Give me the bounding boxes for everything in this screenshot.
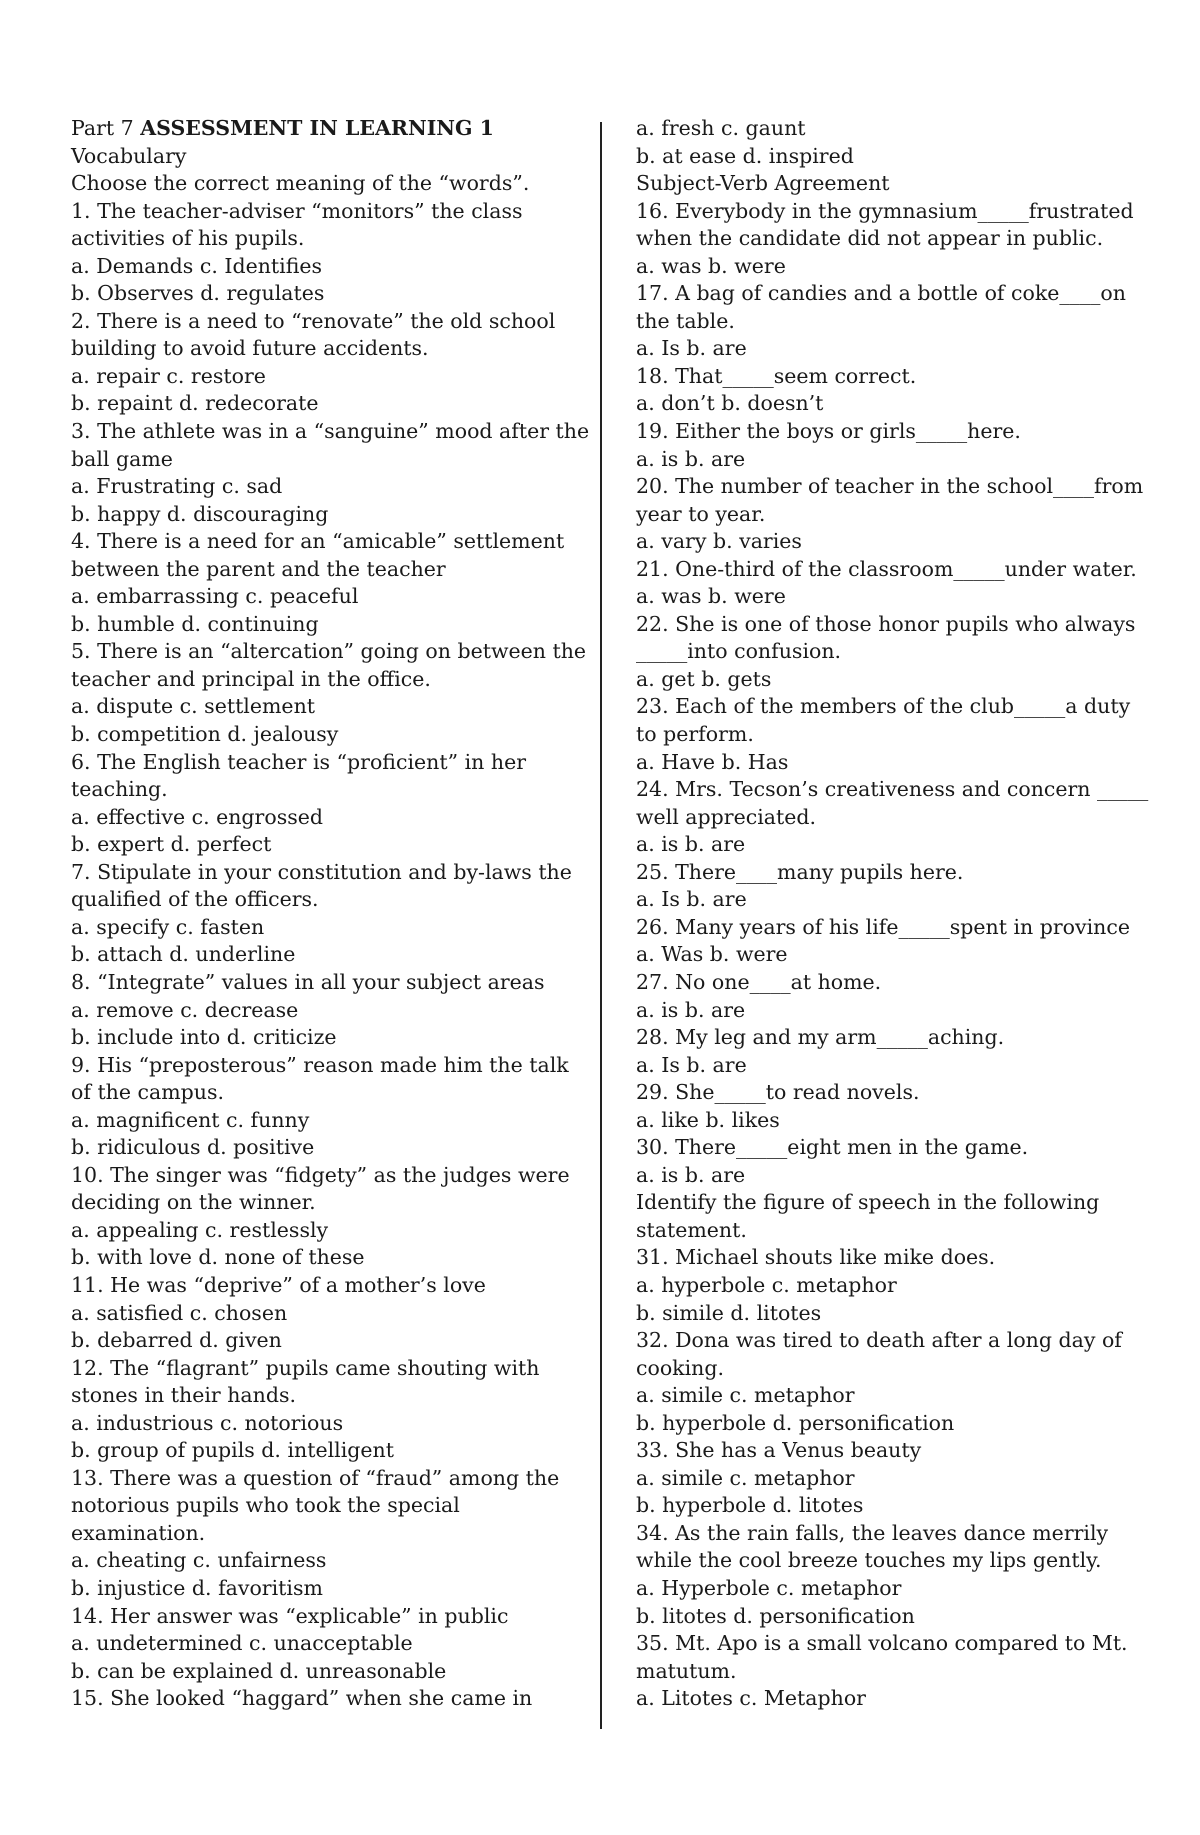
text-line: 16. Everybody in the gymnasium_____frustrated — [636, 198, 1134, 223]
text-line: 3. The athlete was in a “sanguine” mood after the — [71, 419, 590, 444]
text-line: a. Litotes c. Metaphor — [636, 1686, 866, 1711]
text-line: 28. My leg and my arm_____aching. — [636, 1025, 1005, 1050]
text-line: b. litotes d. personification — [636, 1603, 915, 1628]
text-line: a. effective c. engrossed — [71, 804, 323, 829]
text-line: a. satisfied c. chosen — [71, 1300, 288, 1325]
text-line: a. Is b. are — [636, 887, 747, 912]
text-line: a. dispute c. settlement — [71, 694, 316, 719]
text-line: deciding on the winner. — [71, 1190, 316, 1215]
text-line: 2. There is a need to “renovate” the old school — [71, 308, 556, 333]
text-line: a. get b. gets — [636, 666, 772, 691]
text-line: 26. Many years of his life_____spent in province — [636, 914, 1130, 939]
text-line: a. Demands c. Identifies — [71, 253, 323, 278]
text-line: of the campus. — [71, 1080, 225, 1105]
text-line: Vocabulary — [71, 143, 187, 168]
text-line: a. undetermined c. unacceptable — [71, 1631, 413, 1656]
text-line: a. simile c. metaphor — [636, 1465, 855, 1490]
text-line: a. embarrassing c. peaceful — [71, 584, 359, 609]
text-line: 25. There____many pupils here. — [636, 859, 964, 884]
text-line: a. is b. are — [636, 446, 746, 471]
text-line: b. hyperbole d. litotes — [636, 1493, 864, 1518]
text-line: b. at ease d. inspired — [636, 143, 854, 168]
text-line: b. debarred d. given — [71, 1328, 282, 1353]
text-line: year to year. — [636, 501, 766, 526]
page-title: ASSESSMENT IN LEARNING 1 — [140, 116, 494, 140]
text-line: a. hyperbole c. metaphor — [636, 1272, 897, 1297]
text-line: between the parent and the teacher — [71, 556, 446, 581]
text-line: 12. The “flagrant” pupils came shouting with — [71, 1355, 540, 1380]
text-line: b. Observes d. regulates — [71, 281, 325, 306]
text-line: stones in their hands. — [71, 1383, 296, 1408]
text-line: examination. — [71, 1520, 206, 1545]
text-line: Identify the figure of speech in the following — [636, 1190, 1100, 1215]
text-line: b. can be explained d. unreasonable — [71, 1658, 447, 1683]
text-line: b. with love d. none of these — [71, 1245, 365, 1270]
text-line: a. cheating c. unfairness — [71, 1548, 327, 1573]
text-line: 33. She has a Venus beauty — [636, 1438, 922, 1463]
text-line: a. remove c. decrease — [71, 997, 299, 1022]
text-line: 31. Michael shouts like mike does. — [636, 1245, 996, 1270]
text-line: 20. The number of teacher in the school____from — [636, 474, 1144, 499]
right-column — [636, 115, 1149, 1713]
text-line: 21. One-third of the classroom_____under water. — [636, 556, 1137, 581]
text-line: a. simile c. metaphor — [636, 1383, 855, 1408]
text-line: a. is b. are — [636, 832, 746, 857]
text-line: 17. A bag of candies and a bottle of coke____on — [636, 281, 1126, 306]
text-line: 10. The singer was “fidgety” as the judges were — [71, 1162, 570, 1187]
text-line: 7. Stipulate in your constitution and by-laws the — [71, 859, 572, 884]
text-line: while the cool breeze touches my lips gently. — [636, 1548, 1102, 1573]
text-line: activities of his pupils. — [71, 226, 305, 251]
text-line: 14. Her answer was “explicable” in public — [71, 1603, 509, 1628]
text-line: a. Is b. are — [636, 1052, 747, 1077]
text-line: 27. No one____at home. — [636, 969, 882, 994]
text-line: teacher and principal in the office. — [71, 666, 431, 691]
text-line: ball game — [71, 446, 173, 471]
text-line: 32. Dona was tired to death after a long day of — [636, 1328, 1122, 1353]
text-line: building to avoid future accidents. — [71, 336, 429, 361]
text-line: 30. There_____eight men in the game. — [636, 1135, 1029, 1160]
text-line: Choose the correct meaning of the “words”. — [71, 171, 530, 196]
text-line: 23. Each of the members of the club_____a duty — [636, 694, 1131, 719]
text-line: b. group of pupils d. intelligent — [71, 1438, 394, 1463]
text-line: _____into confusion. — [636, 639, 842, 664]
text-line: 4. There is a need for an “amicable” settlement — [71, 529, 565, 554]
text-line: a. Have b. Has — [636, 749, 789, 774]
text-line: cooking. — [636, 1355, 724, 1380]
text-line: a. was b. were — [636, 253, 786, 278]
text-line: b. competition d. jealousy — [71, 722, 339, 747]
text-line: a. Hyperbole c. metaphor — [636, 1575, 902, 1600]
text-line: a. Was b. were — [636, 942, 788, 967]
column-divider — [600, 122, 602, 1729]
text-line: a. appealing c. restlessly — [71, 1217, 329, 1242]
text-line: notorious pupils who took the special — [71, 1493, 460, 1518]
text-line: 18. That_____seem correct. — [636, 363, 917, 388]
text-line: the table. — [636, 308, 735, 333]
text-line: qualified of the officers. — [71, 887, 319, 912]
left-column — [71, 115, 590, 1713]
text-line: to perform. — [636, 722, 754, 747]
text-line: a. magnificent c. funny — [71, 1107, 310, 1132]
text-line: a. Is b. are — [636, 336, 747, 361]
text-line: a. don’t b. doesn’t — [636, 391, 824, 416]
text-line: 6. The English teacher is “proficient” in her — [71, 749, 526, 774]
text-line: b. ridiculous d. positive — [71, 1135, 315, 1160]
text-line: a. was b. were — [636, 584, 786, 609]
text-line: a. Frustrating c. sad — [71, 474, 283, 499]
text-line: a. industrious c. notorious — [71, 1410, 344, 1435]
text-line: b. simile d. litotes — [636, 1300, 822, 1325]
text-line: 13. There was a question of “fraud” among the — [71, 1465, 560, 1490]
text-line: when the candidate did not appear in public. — [636, 226, 1104, 251]
text-line — [71, 115, 569, 143]
text-line: 5. There is an “altercation” going on between the — [71, 639, 587, 664]
text-line: statement. — [636, 1217, 747, 1242]
text-line: 29. She_____to read novels. — [636, 1080, 920, 1105]
text-line: a. vary b. varies — [636, 529, 802, 554]
text-line: 34. As the rain falls, the leaves dance merrily — [636, 1520, 1109, 1545]
text-line: a. is b. are — [636, 1162, 746, 1187]
text-line: 1. The teacher-adviser “monitors” the class — [71, 198, 523, 223]
text-line: 9. His “preposterous” reason made him the talk — [71, 1052, 569, 1077]
text-line: teaching. — [71, 777, 168, 802]
text-line: a. repair c. restore — [71, 363, 266, 388]
text-line: b. include into d. criticize — [71, 1025, 337, 1050]
text-line: b. repaint d. redecorate — [71, 391, 319, 416]
text-line: a. fresh c. gaunt — [636, 116, 806, 140]
text-line: 15. She looked “haggard” when she came in — [71, 1686, 533, 1711]
text-line: Subject-Verb Agreement — [636, 171, 890, 196]
text-line: a. specify c. fasten — [71, 914, 265, 939]
text-line: matutum. — [636, 1658, 737, 1683]
text-line: b. injustice d. favoritism — [71, 1575, 323, 1600]
text-line: 11. He was “deprive” of a mother’s love — [71, 1272, 486, 1297]
text-line: a. is b. are — [636, 997, 746, 1022]
text-line: 19. Either the boys or girls_____here. — [636, 419, 1021, 444]
text-line: b. hyperbole d. personification — [636, 1410, 955, 1435]
text-line: 24. Mrs. Tecson’s creativeness and concern _____ — [636, 777, 1149, 802]
text-line: a. like b. likes — [636, 1107, 780, 1132]
text-line: b. expert d. perfect — [71, 832, 272, 857]
text-line: b. happy d. discouraging — [71, 501, 329, 526]
text-line: b. attach d. underline — [71, 942, 296, 967]
text-line: b. humble d. continuing — [71, 611, 319, 636]
text-line: 22. She is one of those honor pupils who always — [636, 611, 1136, 636]
text-line: 8. “Integrate” values in all your subject areas — [71, 969, 545, 994]
part-label: Part 7 — [71, 116, 141, 140]
text-line: well appreciated. — [636, 804, 816, 829]
text-line: 35. Mt. Apo is a small volcano compared to Mt. — [636, 1631, 1128, 1656]
